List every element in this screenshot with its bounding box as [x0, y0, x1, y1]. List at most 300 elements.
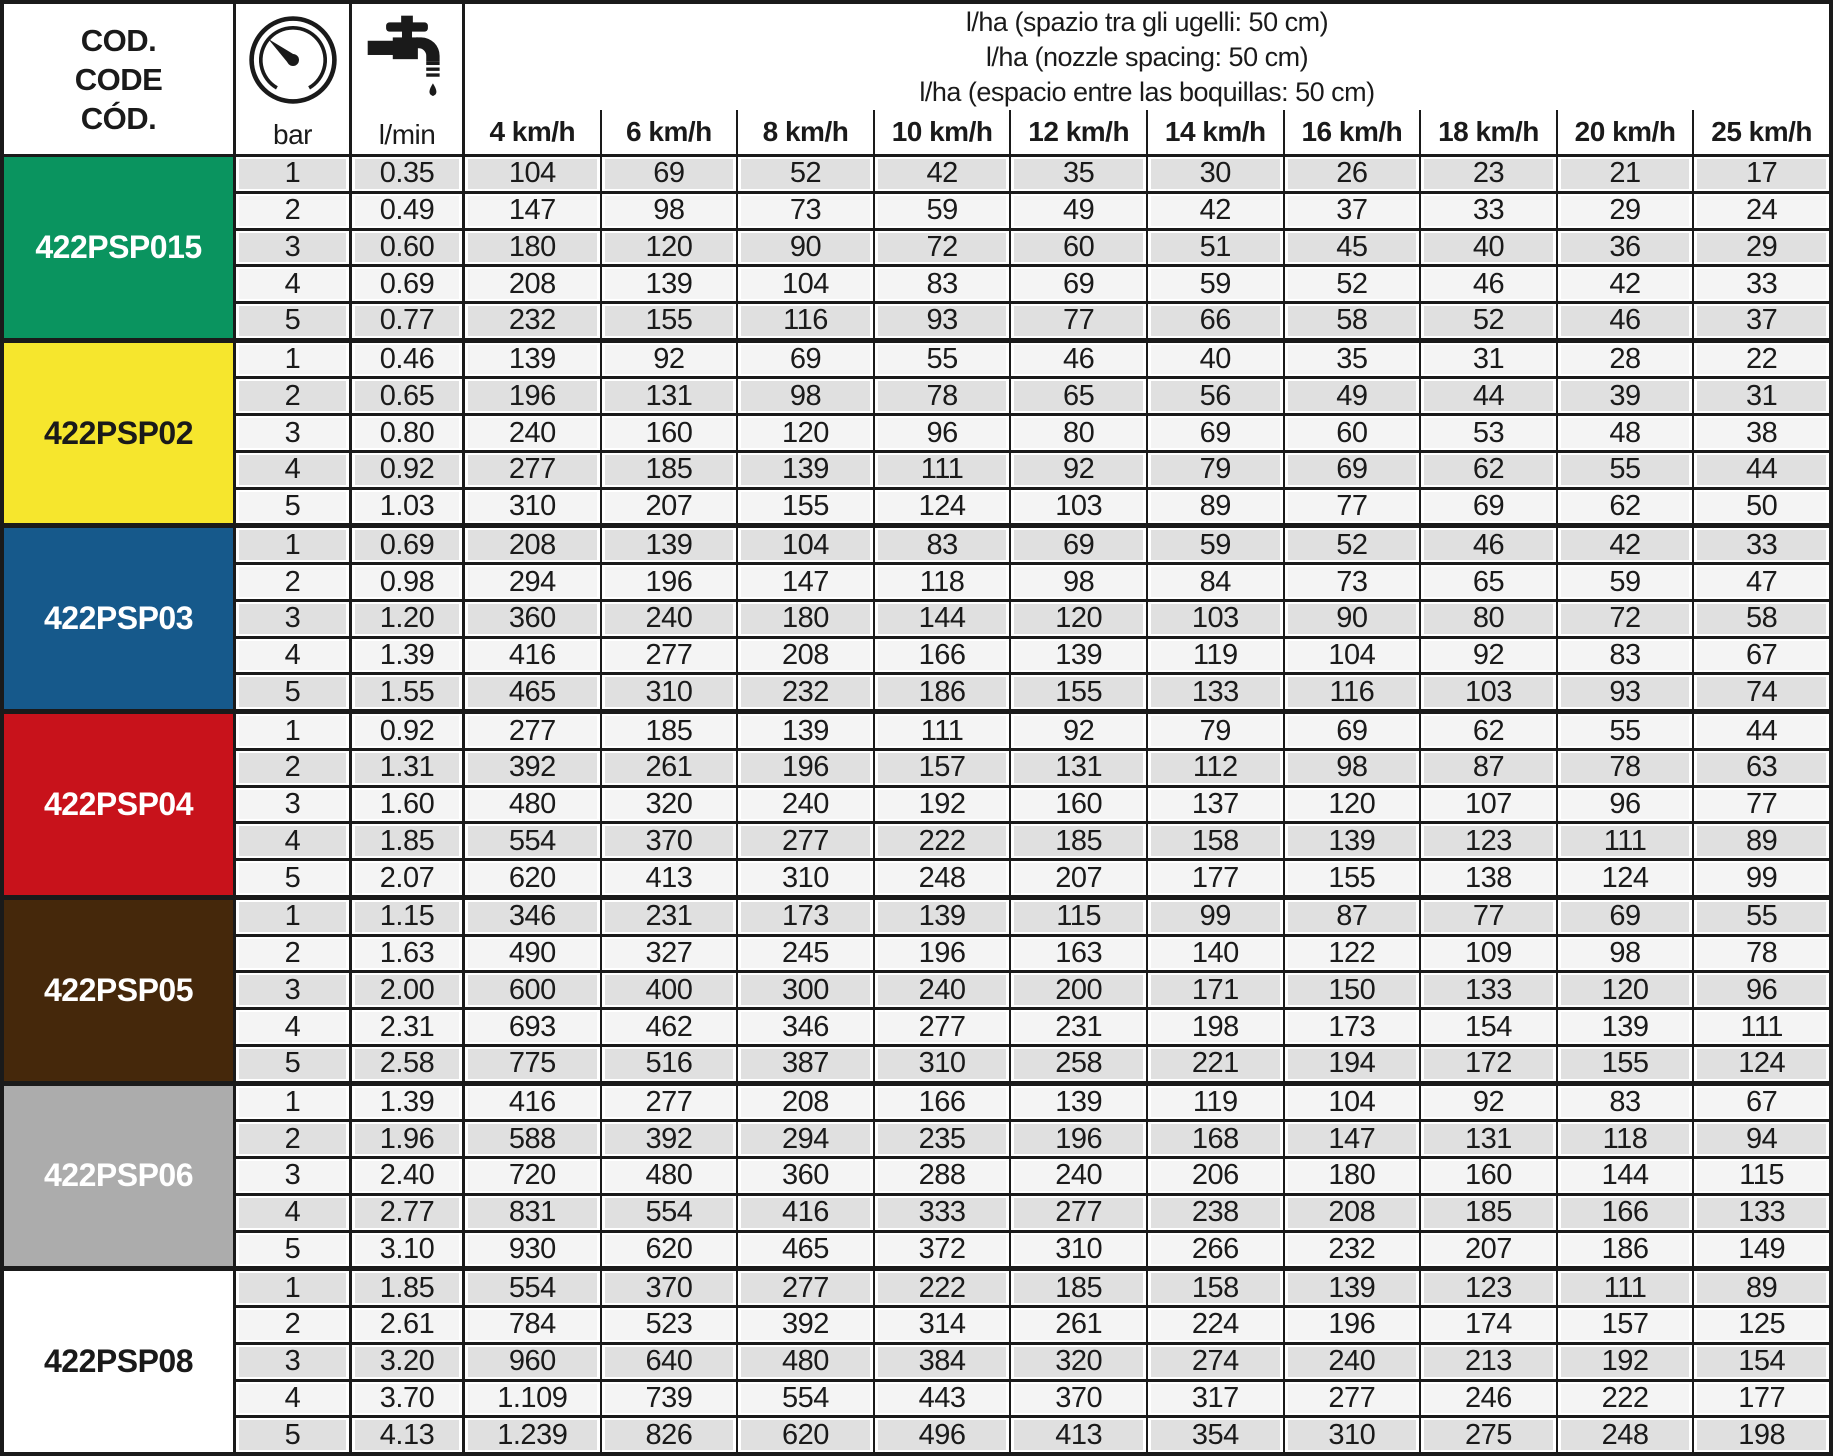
lha-value-cell	[1009, 1382, 1146, 1416]
lha-value-cell	[1146, 1086, 1283, 1120]
lha-value: 124	[1697, 1049, 1826, 1079]
lha-value: 185	[1424, 1198, 1553, 1228]
bar-value-cell	[236, 528, 349, 562]
lha-value-cell	[1283, 937, 1420, 971]
lha-value-cell	[1419, 824, 1556, 858]
lmin-value-cell	[349, 379, 462, 413]
lha-value: 104	[741, 530, 870, 560]
lmin-value-cell	[349, 1418, 462, 1452]
lmin-value-cell	[349, 861, 462, 895]
lha-value-cell	[462, 490, 600, 524]
lha-value: 185	[1014, 1273, 1143, 1303]
lha-value: 44	[1697, 455, 1826, 485]
bar-value-cell	[236, 157, 349, 191]
lha-value-cell	[1009, 453, 1146, 487]
lmin-value: 0.92	[355, 716, 459, 746]
lha-value-cell	[1692, 157, 1829, 191]
lha-value-cell	[873, 304, 1010, 338]
lha-value-cell	[736, 416, 873, 450]
lha-value: 65	[1424, 567, 1553, 597]
lha-value: 155	[1288, 863, 1417, 893]
lha-value: 173	[1288, 1012, 1417, 1042]
bar-value-cell	[236, 714, 349, 748]
lha-value-cell	[1146, 194, 1283, 228]
lha-value-cell	[1146, 1233, 1283, 1267]
lha-value: 104	[1288, 641, 1417, 671]
lha-value: 46	[1014, 345, 1143, 375]
lha-value: 62	[1424, 455, 1553, 485]
lha-value: 310	[878, 1049, 1007, 1079]
bar-value: 3	[239, 1161, 346, 1191]
lha-value: 65	[1014, 381, 1143, 411]
lha-value: 78	[878, 381, 1007, 411]
lha-value-cell	[462, 1196, 600, 1230]
bar-value-cell	[236, 490, 349, 524]
bar-value-cell	[236, 1271, 349, 1305]
lha-value-cell	[1692, 1196, 1829, 1230]
lha-value: 87	[1424, 753, 1553, 783]
lha-value-cell	[1556, 194, 1693, 228]
bar-value-cell	[236, 788, 349, 822]
lha-value-cell	[1009, 900, 1146, 934]
lha-value: 222	[878, 826, 1007, 856]
lha-value: 55	[1561, 455, 1690, 485]
lha-value-cell	[1283, 416, 1420, 450]
lha-value-cell	[736, 1382, 873, 1416]
pressure-header-cell	[236, 4, 349, 154]
lha-value-cell	[873, 602, 1010, 636]
lha-value: 38	[1697, 418, 1826, 448]
lha-value-cell	[736, 1159, 873, 1193]
speed-header-16kmh: 16 km/h	[1283, 110, 1420, 154]
lha-value: 154	[1697, 1347, 1826, 1377]
lha-value: 31	[1424, 345, 1553, 375]
lha-value: 443	[878, 1384, 1007, 1414]
lha-value-cell	[1146, 1418, 1283, 1452]
lha-value: 166	[878, 641, 1007, 671]
lha-value-cell	[1283, 1122, 1420, 1156]
lha-value: 89	[1697, 826, 1826, 856]
bar-value: 1	[239, 345, 346, 375]
lha-value: 83	[878, 269, 1007, 299]
lha-value-cell	[1419, 1010, 1556, 1044]
lmin-value: 2.31	[355, 1012, 459, 1042]
lha-value: 333	[878, 1198, 1007, 1228]
lha-value-cell	[1146, 1271, 1283, 1305]
lha-value-cell	[736, 675, 873, 709]
lha-value-cell	[736, 861, 873, 895]
lmin-value-cell	[349, 788, 462, 822]
lha-value: 224	[1151, 1310, 1280, 1340]
lha-value-cell	[1146, 639, 1283, 673]
lha-value-cell	[1692, 1308, 1829, 1342]
lha-value: 160	[1014, 790, 1143, 820]
lha-value: 53	[1424, 418, 1553, 448]
lha-value-cell	[1283, 973, 1420, 1007]
lha-value: 22	[1697, 345, 1826, 375]
lha-value: 180	[468, 233, 597, 263]
lha-value-cell	[1009, 1122, 1146, 1156]
lha-value: 370	[1014, 1384, 1143, 1414]
lha-value: 79	[1151, 716, 1280, 746]
lha-value-cell	[1419, 900, 1556, 934]
bar-value: 2	[239, 1310, 346, 1340]
bar-value-cell	[236, 267, 349, 301]
lha-value: 196	[1288, 1310, 1417, 1340]
lmin-value-cell	[349, 1047, 462, 1081]
lha-value: 69	[1561, 902, 1690, 932]
table-row	[236, 934, 1829, 971]
lha-value: 69	[1424, 492, 1553, 522]
lha-value: 96	[1561, 790, 1690, 820]
lha-value-cell	[1556, 453, 1693, 487]
lha-value-cell	[873, 453, 1010, 487]
lmin-value-cell	[349, 343, 462, 377]
lha-value-cell	[1283, 490, 1420, 524]
lha-value-cell	[1283, 1271, 1420, 1305]
lmin-label: l/min	[378, 119, 436, 150]
lha-value: 67	[1697, 1088, 1826, 1118]
lha-value: 248	[878, 863, 1007, 893]
lha-value: 1.109	[468, 1384, 597, 1414]
lha-value: 177	[1151, 863, 1280, 893]
lha-value-cell	[1692, 1086, 1829, 1120]
lha-value-cell	[462, 1382, 600, 1416]
lha-value-cell	[1692, 1159, 1829, 1193]
lha-value-cell	[1146, 231, 1283, 265]
lha-value-cell	[1009, 1086, 1146, 1120]
lha-value: 69	[1288, 716, 1417, 746]
lha-value-cell	[1283, 157, 1420, 191]
lha-value-cell	[1692, 194, 1829, 228]
lha-value: 720	[468, 1161, 597, 1191]
bar-value-cell	[236, 416, 349, 450]
lha-value-cell	[1692, 714, 1829, 748]
lha-value-cell	[462, 157, 600, 191]
lmin-value-cell	[349, 231, 462, 265]
lha-value: 124	[878, 492, 1007, 522]
lha-value: 118	[1561, 1124, 1690, 1154]
bar-value-cell	[236, 1047, 349, 1081]
lha-value: 154	[1424, 1012, 1553, 1042]
lha-value-cell	[1419, 343, 1556, 377]
lha-value-cell	[1146, 1308, 1283, 1342]
lha-value: 277	[468, 716, 597, 746]
lmin-value-cell	[349, 1196, 462, 1230]
lha-value-cell	[1009, 1345, 1146, 1379]
bar-value: 1	[239, 1273, 346, 1303]
lha-value-cell	[1419, 751, 1556, 785]
bar-value-cell	[236, 973, 349, 1007]
lha-value-cell	[600, 1122, 737, 1156]
lha-value-cell	[1556, 157, 1693, 191]
lha-value: 480	[605, 1161, 734, 1191]
lha-value: 60	[1014, 233, 1143, 263]
lha-value-cell	[873, 973, 1010, 1007]
lha-value: 275	[1424, 1420, 1553, 1450]
lha-value: 115	[1014, 902, 1143, 932]
table-row	[236, 562, 1829, 599]
bar-value-cell	[236, 937, 349, 971]
lha-value-cell	[462, 937, 600, 971]
lha-value: 554	[468, 826, 597, 856]
lha-value: 831	[468, 1198, 597, 1228]
table-row	[236, 821, 1829, 858]
lha-value: 554	[741, 1384, 870, 1414]
lha-value: 98	[1288, 753, 1417, 783]
lmin-value: 1.85	[355, 1273, 459, 1303]
lmin-value-cell	[349, 528, 462, 562]
lha-value-cell	[1419, 490, 1556, 524]
bar-value: 5	[239, 1235, 346, 1265]
lha-value-cell	[462, 528, 600, 562]
lha-value-cell	[1009, 639, 1146, 673]
lha-value-cell	[1009, 1233, 1146, 1267]
lha-value: 36	[1561, 233, 1690, 263]
lha-value: 739	[605, 1384, 734, 1414]
lha-value: 96	[1697, 975, 1826, 1005]
speed-header-10kmh: 10 km/h	[873, 110, 1010, 154]
lha-value: 107	[1424, 790, 1553, 820]
lha-value-cell	[1419, 267, 1556, 301]
lha-value: 37	[1288, 196, 1417, 226]
nozzle-rows	[236, 528, 1829, 709]
lha-value-cell	[1146, 490, 1283, 524]
lmin-value-cell	[349, 675, 462, 709]
bar-value: 5	[239, 677, 346, 707]
lha-value: 124	[1561, 863, 1690, 893]
speed-header-12kmh: 12 km/h	[1009, 110, 1146, 154]
lha-value: 104	[1288, 1088, 1417, 1118]
lha-value: 52	[1288, 269, 1417, 299]
lha-value: 111	[878, 716, 1007, 746]
lha-value-cell	[462, 1047, 600, 1081]
lha-value: 96	[878, 418, 1007, 448]
lha-value: 185	[605, 455, 734, 485]
lha-value: 207	[1424, 1235, 1553, 1265]
nozzle-block-422PSP03	[4, 523, 1829, 709]
table-row	[236, 748, 1829, 785]
lha-value-cell	[1146, 343, 1283, 377]
lha-value: 370	[605, 1273, 734, 1303]
lha-value: 69	[1151, 418, 1280, 448]
bar-value-cell	[236, 1086, 349, 1120]
lha-value-cell	[873, 1047, 1010, 1081]
bar-value: 5	[239, 492, 346, 522]
lha-value: 826	[605, 1420, 734, 1450]
lha-value: 168	[1151, 1124, 1280, 1154]
lha-value: 196	[741, 753, 870, 783]
bar-value-cell	[236, 824, 349, 858]
bar-value-cell	[236, 343, 349, 377]
lmin-value: 0.69	[355, 530, 459, 560]
table-row	[236, 450, 1829, 487]
lha-value: 221	[1151, 1049, 1280, 1079]
lmin-value: 2.61	[355, 1310, 459, 1340]
lha-value-cell	[462, 379, 600, 413]
lha-value: 139	[605, 269, 734, 299]
lha-value: 196	[468, 381, 597, 411]
lha-value-cell	[600, 379, 737, 413]
lha-value: 72	[1561, 604, 1690, 634]
lha-value: 63	[1697, 753, 1826, 783]
lha-value-cell	[873, 1233, 1010, 1267]
lha-value: 120	[741, 418, 870, 448]
lha-value-cell	[1009, 343, 1146, 377]
lha-value-cell	[600, 1086, 737, 1120]
lha-value: 240	[1288, 1347, 1417, 1377]
lha-value-cell	[462, 973, 600, 1007]
lha-value: 174	[1424, 1310, 1553, 1340]
lha-value: 240	[878, 975, 1007, 1005]
lha-value: 413	[605, 863, 734, 893]
speed-header-14kmh: 14 km/h	[1146, 110, 1283, 154]
lmin-value: 0.46	[355, 345, 459, 375]
bar-value-cell	[236, 1010, 349, 1044]
lha-value: 52	[1288, 530, 1417, 560]
lha-value: 294	[741, 1124, 870, 1154]
lha-value: 310	[1014, 1235, 1143, 1265]
lha-value: 310	[1288, 1420, 1417, 1450]
lha-value-cell	[1556, 1233, 1693, 1267]
lha-value-cell	[1146, 714, 1283, 748]
lha-value-cell	[1556, 343, 1693, 377]
lha-value: 213	[1424, 1347, 1553, 1377]
lha-value: 416	[741, 1198, 870, 1228]
bar-value: 1	[239, 159, 346, 189]
lha-value: 69	[1288, 455, 1417, 485]
lha-value: 139	[468, 345, 597, 375]
lha-value: 78	[1561, 753, 1690, 783]
lha-value: 277	[1014, 1198, 1143, 1228]
lha-value: 79	[1151, 455, 1280, 485]
table-row	[236, 858, 1829, 895]
lmin-value: 2.00	[355, 975, 459, 1005]
lmin-value-cell	[349, 490, 462, 524]
lha-value-cell	[462, 900, 600, 934]
lha-value: 640	[605, 1347, 734, 1377]
lha-value-cell	[1692, 379, 1829, 413]
lha-value: 314	[878, 1310, 1007, 1340]
lha-value-cell	[1146, 1047, 1283, 1081]
lha-value: 240	[605, 604, 734, 634]
lha-value-cell	[1283, 602, 1420, 636]
lha-value: 171	[1151, 975, 1280, 1005]
lha-value-cell	[1556, 304, 1693, 338]
lha-value-cell	[1146, 824, 1283, 858]
lha-value-cell	[873, 565, 1010, 599]
lha-value: 246	[1424, 1384, 1553, 1414]
lha-value: 139	[741, 455, 870, 485]
lha-value-cell	[1283, 639, 1420, 673]
lha-value: 235	[878, 1124, 1007, 1154]
lha-value-cell	[600, 824, 737, 858]
flow-header-cell	[349, 4, 462, 154]
table-header	[4, 4, 1829, 157]
lha-value-cell	[1556, 528, 1693, 562]
lha-value-cell	[600, 1010, 737, 1044]
lmin-value: 0.77	[355, 306, 459, 336]
lha-value-cell	[736, 937, 873, 971]
lha-value-cell	[1419, 675, 1556, 709]
table-row	[236, 900, 1829, 934]
lha-value-cell	[873, 267, 1010, 301]
lmin-value-cell	[349, 267, 462, 301]
lha-value: 111	[1561, 1273, 1690, 1303]
lha-value: 55	[1697, 902, 1826, 932]
lmin-value-cell	[349, 824, 462, 858]
lha-value: 103	[1151, 604, 1280, 634]
lha-value-cell	[736, 900, 873, 934]
nozzle-rows	[236, 157, 1829, 338]
lha-header-cell	[462, 4, 1829, 154]
lha-value-cell	[1556, 824, 1693, 858]
lha-value: 346	[468, 902, 597, 932]
lha-value: 92	[1014, 455, 1143, 485]
lha-value: 465	[741, 1235, 870, 1265]
lha-value-cell	[736, 824, 873, 858]
lmin-value-cell	[349, 1122, 462, 1156]
lha-value-cell	[1283, 1382, 1420, 1416]
lha-value: 277	[741, 1273, 870, 1303]
lha-value-cell	[1419, 304, 1556, 338]
bar-value-cell	[236, 453, 349, 487]
lha-value: 360	[468, 604, 597, 634]
bar-label: bar	[273, 119, 312, 150]
lha-value-cell	[736, 194, 873, 228]
nozzle-code-label: 422PSP03	[4, 528, 236, 709]
lha-value: 158	[1151, 1273, 1280, 1303]
lmin-value: 1.55	[355, 677, 459, 707]
lha-value-cell	[462, 343, 600, 377]
table-row	[236, 714, 1829, 748]
lmin-value: 0.98	[355, 567, 459, 597]
lha-value-cell	[1146, 379, 1283, 413]
bar-value: 3	[239, 1347, 346, 1377]
lha-value-cell	[1419, 416, 1556, 450]
lmin-value: 0.60	[355, 233, 459, 263]
lmin-value: 1.39	[355, 641, 459, 671]
bar-value: 4	[239, 826, 346, 856]
lmin-value: 3.20	[355, 1347, 459, 1377]
lha-value: 67	[1697, 641, 1826, 671]
lha-value-cell	[462, 565, 600, 599]
lha-value-cell	[1009, 304, 1146, 338]
lha-value-cell	[1556, 379, 1693, 413]
lha-value: 192	[1561, 1347, 1690, 1377]
lha-value-cell	[1692, 1345, 1829, 1379]
lha-value: 69	[1014, 530, 1143, 560]
lmin-value-cell	[349, 1159, 462, 1193]
lha-value-cell	[1009, 714, 1146, 748]
nozzle-code-label: 422PSP08	[4, 1271, 236, 1452]
lha-value: 232	[741, 677, 870, 707]
lha-value-cell	[1419, 1233, 1556, 1267]
lha-value: 116	[1288, 677, 1417, 707]
lha-value-cell	[1146, 751, 1283, 785]
lha-value-cell	[1009, 490, 1146, 524]
lha-value-cell	[600, 304, 737, 338]
lha-value: 155	[1561, 1049, 1690, 1079]
lha-value-cell	[736, 639, 873, 673]
lha-value-cell	[1009, 861, 1146, 895]
lha-value-cell	[1283, 1047, 1420, 1081]
lha-value-cell	[1556, 675, 1693, 709]
lha-value: 40	[1151, 345, 1280, 375]
lha-value-cell	[1419, 1196, 1556, 1230]
lha-value-cell	[1556, 1418, 1693, 1452]
lha-value: 155	[741, 492, 870, 522]
